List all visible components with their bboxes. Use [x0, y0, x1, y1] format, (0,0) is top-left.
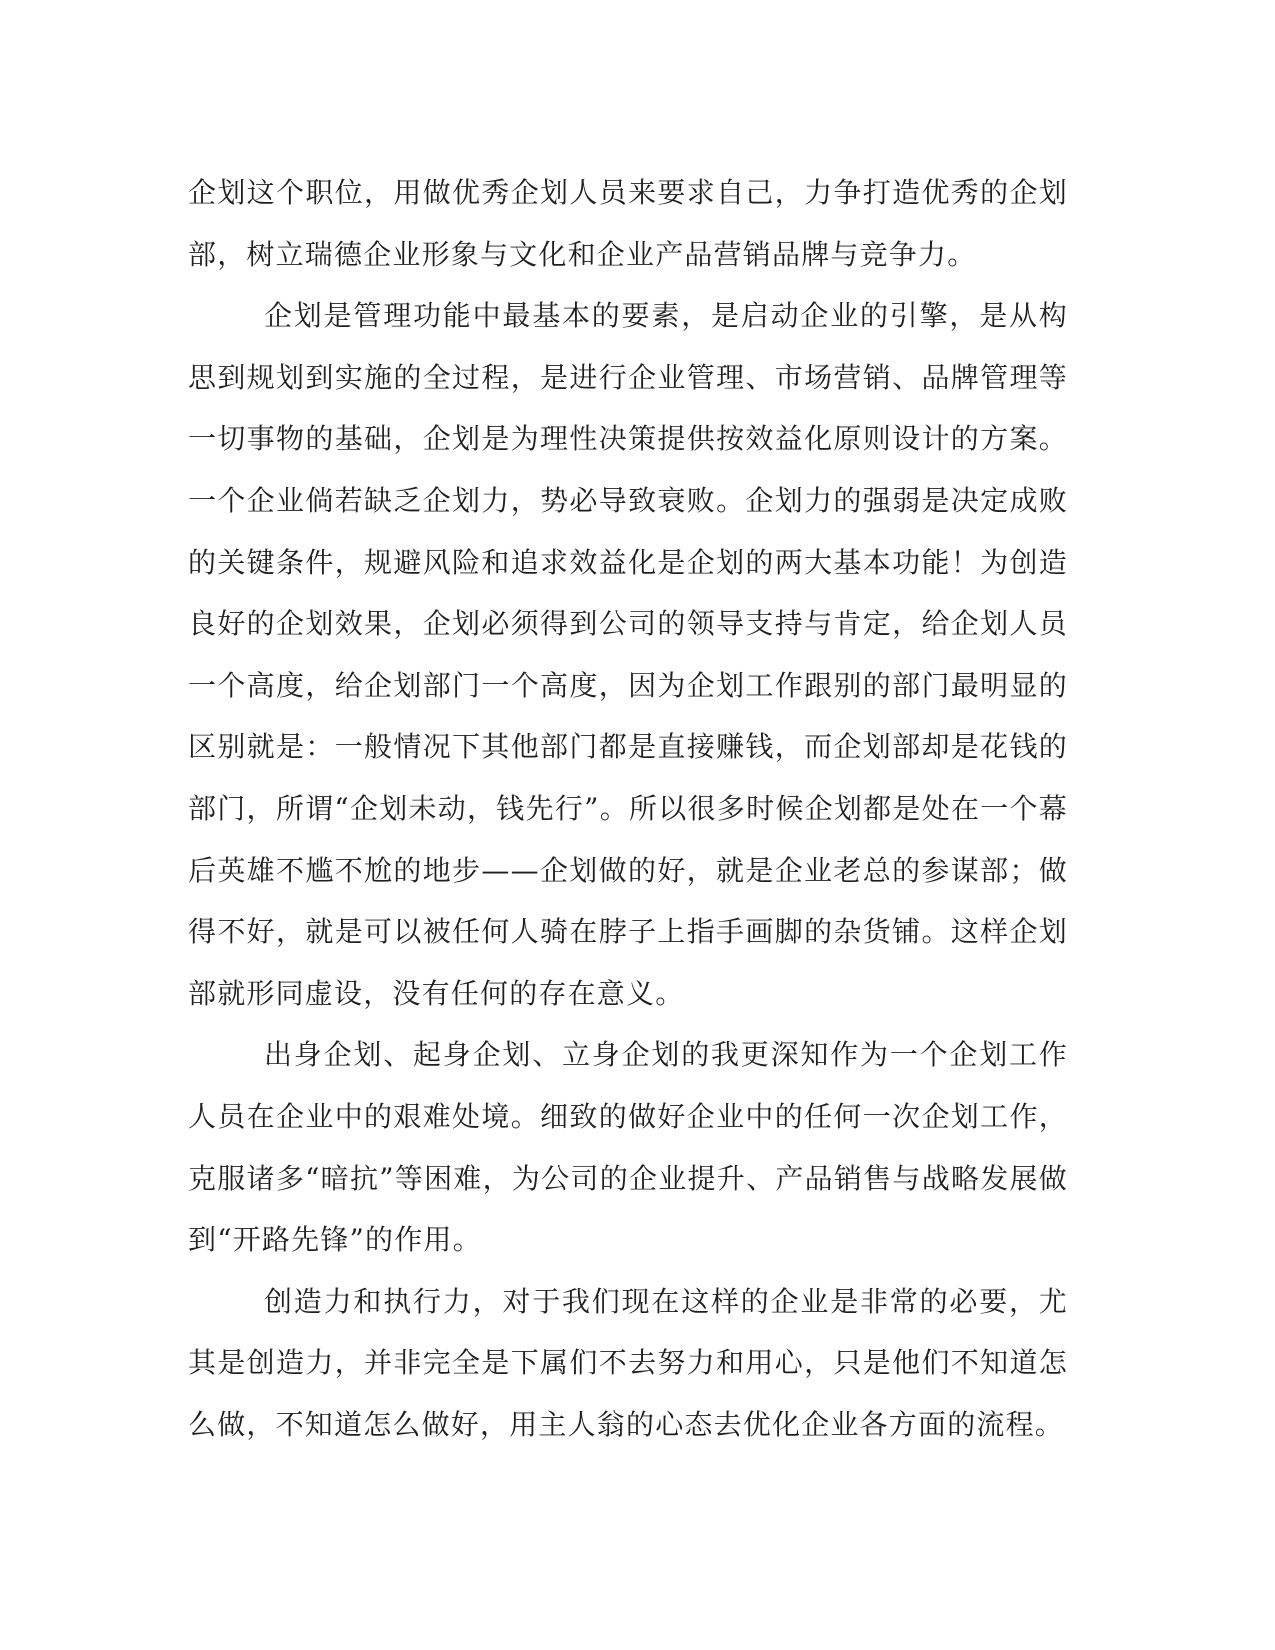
paragraph-3: 出身企划、起身企划、立身企划的我更深知作为一个企划工作人员在企业中的艰难处境。细致的做好企业中的任何一次企划工作，克服诸多“暗抗”等困难，为公司的企业提升、产品销售与战略发展做到“开路先锋”的作用。: [188, 1038, 1068, 1257]
document-body: [188, 162, 1068, 1455]
paragraph-2: 企划是管理功能中最基本的要素，是启动企业的引擎，是从构思到规划到实施的全过程，是进行企业管理、市场营销、品牌管理等一切事物的基础，企划是为理性决策提供按效益化原则设计的方案。一个企业倘若缺乏企划力，势必导致衰败。企划力的强弱是决定成败的关键条件，规避风险和追求效益化是企划的两大基本功能！为创造良好的企划效果，企划必须得到公司的领导支持与肯定，给企划人员一个高度，给企划部门一个高度，因为企划工作跟别的部门最明显的区别就是：一般情况下其他部门都是直接赚钱，而企划部却是花钱的部门，所谓“企划未动，钱先行”。所以很多时候企划都是处在一个幕后英雄不尴不尬的地步——企划做的好，就是企业老总的参谋部；做得不好，就是可以被任何人骑在脖子上指手画脚的杂货铺。这样企划部就形同虚设，没有任何的存在意义。: [188, 299, 1068, 1010]
paragraph-4: 创造力和执行力，对于我们现在这样的企业是非常的必要，尤其是创造力，并非完全是下属们不去努力和用心，只是他们不知道怎么做，不知道怎么做好，用主人翁的心态去优化企业各方面的流程。: [188, 1284, 1068, 1441]
paragraph-1: 企划这个职位，用做优秀企划人员来要求自己，力争打造优秀的企划部，树立瑞德企业形象与文化和企业产品营销品牌与竞争力。: [188, 176, 1068, 271]
